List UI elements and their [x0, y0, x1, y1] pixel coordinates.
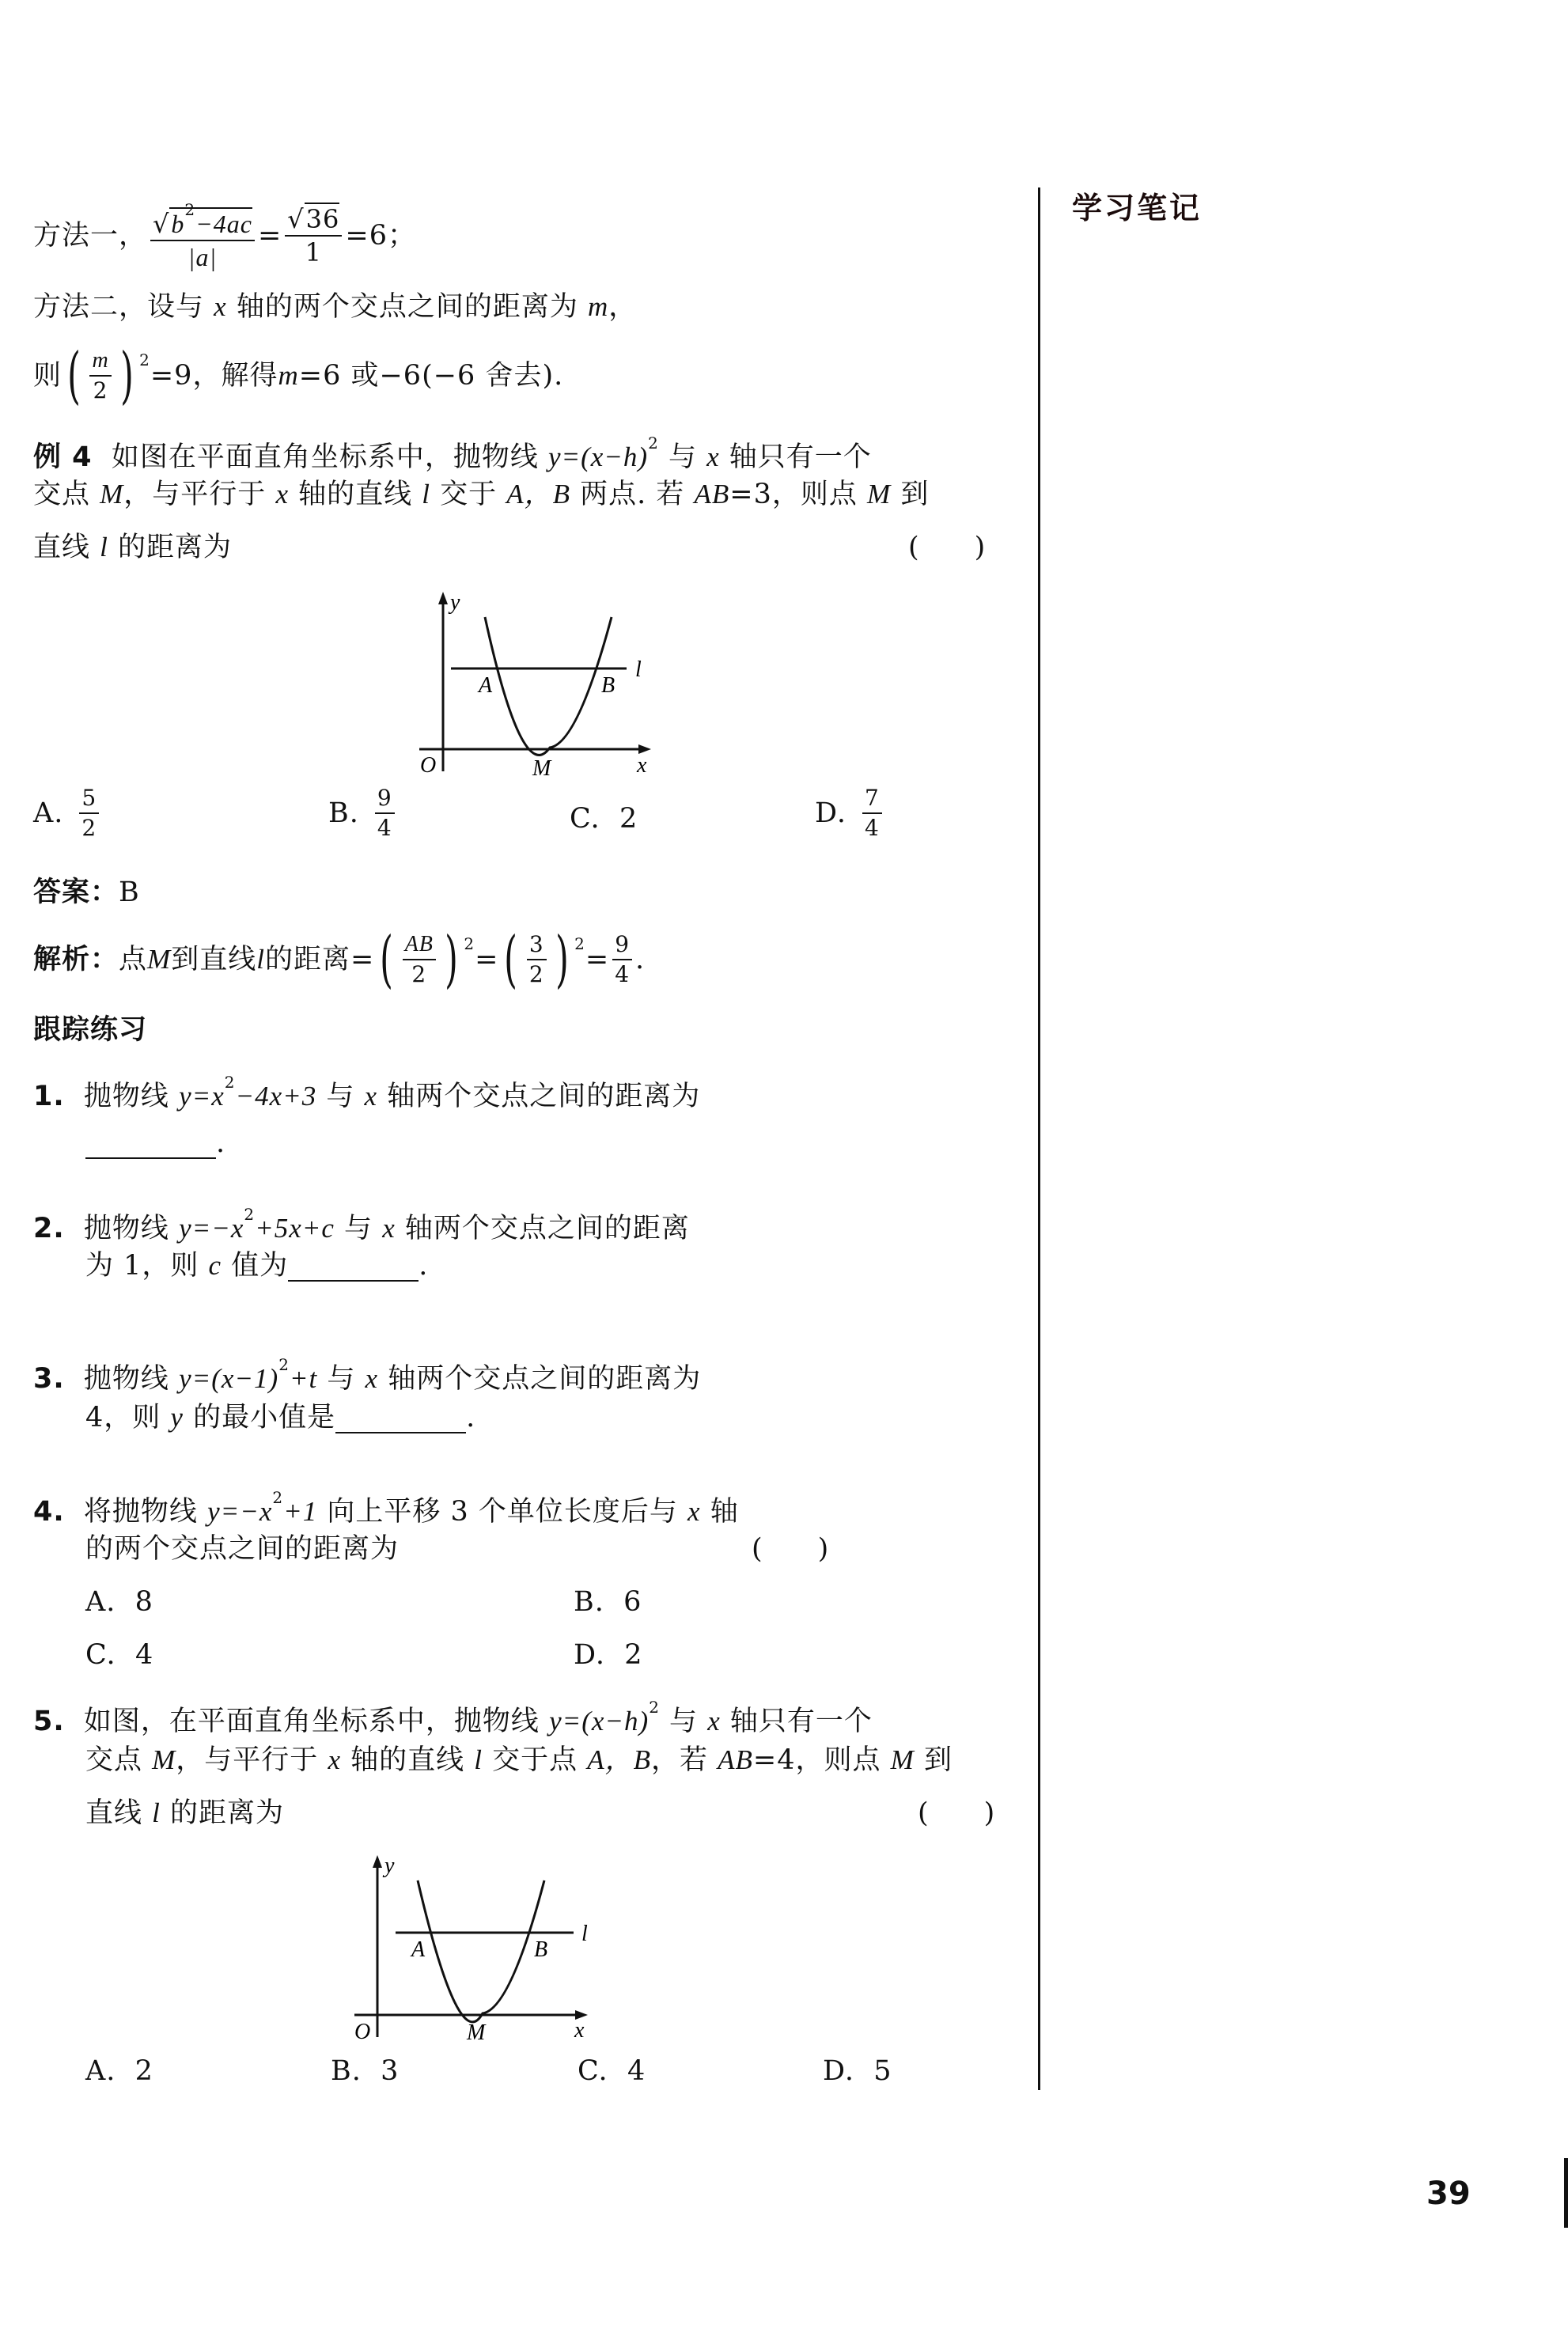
margin-divider [1038, 187, 1040, 2090]
item5-option-c: C. 4 [578, 2055, 646, 2087]
method1-fraction-1: $\frac{√b^2-4ac}{|a|}$ [150, 202, 255, 270]
practice-item-4-line-1: 4. 将抛物线 $y=-x^2+1$ 向上平移 3 个单位长度后与 x 轴 [33, 1488, 739, 1528]
answer-bracket-5: ( ) [918, 1797, 995, 1829]
practice-item-4-line-2: 的两个交点之间的距离为 [85, 1533, 400, 1565]
svg-text:M: M [532, 756, 551, 779]
practice-item-1-line-2: . [85, 1127, 225, 1159]
svg-text:B: B [601, 673, 615, 698]
y-axis-arrow-icon [438, 592, 448, 604]
answer-bracket-4: ( ) [752, 1533, 829, 1565]
solution-line: 解析： 点 M 到直线 l 的距离= ( $\frac{AB}{2}$ ) $^2$ = ( $\frac{3}{2}$ ) $^2$ = $\frac{9}{4}$ . [33, 923, 646, 995]
m-over-2-fraction: $\frac{m}{2}$ [89, 350, 111, 402]
practice-item-2-line-2: 为 1，则 c 值为 . [85, 1250, 429, 1282]
svg-text:A: A [479, 673, 493, 698]
practice-item-1-line-1: 1. 抛物线 $y=x^2-4x+3$ 与 x 轴两个交点之间的距离为 [33, 1073, 701, 1112]
study-notes-title: 学习笔记 [1072, 191, 1203, 225]
practice-item-3-line-1: 3. 抛物线 $y=(x-1)^2+t$ 与 x 轴两个交点之间的距离为 [33, 1355, 702, 1395]
item5-parabola-figure [340, 1847, 593, 2041]
svg-text:x: x [574, 2018, 585, 2041]
item4-option-c: C. 4 [85, 1639, 154, 1671]
item5-option-d: D. 5 [823, 2055, 892, 2087]
method1-prefix: 方法一， [33, 219, 148, 252]
sqrt-symbol: √ [287, 203, 305, 234]
item4-option-a: A. 8 [85, 1586, 153, 1618]
practice-item-5-line-1: 5. 如图，在平面直角坐标系中，抛物线 $y=(x-h)^2$ 与 x 轴只有一个 [33, 1698, 873, 1737]
y-axis-arrow-icon [373, 1855, 382, 1868]
answer-line: 答案：B [33, 877, 140, 908]
answer-blank-1[interactable] [85, 1130, 216, 1159]
practice-title: 跟踪练习 [33, 1014, 148, 1046]
item4-option-b: B. 6 [574, 1586, 642, 1618]
answer-bracket: ( ) [908, 532, 986, 563]
practice-item-3-line-2: 4，则 y 的最小值是 . [85, 1402, 476, 1433]
answer-blank-3[interactable] [335, 1405, 466, 1433]
practice-item-2-line-1: 2. 抛物线 $y=-x^2+5x+c$ 与 x 轴两个交点之间的距离 [33, 1205, 690, 1244]
svg-text:y: y [450, 590, 460, 615]
sqrt-symbol: √ [153, 208, 170, 239]
svg-text:l: l [581, 1922, 588, 1946]
svg-text:l: l [635, 657, 642, 682]
method2-line: 方法二，设与 x 轴的两个交点之间的距离为 m， [33, 291, 638, 323]
option-b: B. $\frac{9}{4}$ [328, 787, 398, 839]
item5-option-b: B. 3 [331, 2055, 400, 2087]
method2-line-2: 则 ( $\frac{m}{2}$ ) $^2$ =9，解得 m =6 或−6(−6 舍去). [33, 340, 564, 411]
example4-line-1: 例 4 如图在平面直角坐标系中，抛物线 $y=(x-h)^2$ 与 x 轴只有一个 [33, 434, 872, 473]
option-d: D. $\frac{7}{4}$ [815, 787, 885, 839]
method1-line: 方法一， $\frac{√b^2-4ac}{|a|}$ = $\frac{√36}{1}$ =6； [33, 199, 416, 271]
example4-line-2: 交点 M，与平行于 x 轴的直线 l 交于 A，B 两点. 若 AB=3，则点 M 到 [33, 479, 930, 510]
svg-text:A: A [411, 1937, 426, 1962]
example-label: 例 4 [33, 441, 93, 473]
method1-fraction-2: $\frac{√36}{1}$ [285, 206, 342, 265]
page-edge-marker [1564, 2158, 1568, 2228]
svg-text:M: M [467, 2020, 486, 2041]
answer-blank-2[interactable] [288, 1253, 419, 1282]
svg-text:y: y [384, 1854, 395, 1878]
practice-item-5-line-2: 交点 M，与平行于 x 轴的直线 l 交于点 A，B，若 AB=4，则点 M 到 [85, 1744, 953, 1776]
page-number: 39 [1426, 2176, 1471, 2212]
option-a: A. $\frac{5}{2}$ [33, 787, 102, 839]
example4-line-3: 直线 l 的距离为 [33, 532, 233, 563]
item5-option-a: A. 2 [85, 2055, 153, 2087]
option-c: C. 2 [570, 803, 638, 835]
svg-text:O: O [420, 753, 437, 778]
practice-item-5-line-3: 直线 l 的距离为 [85, 1797, 285, 1829]
example4-parabola-figure [400, 585, 653, 779]
item4-option-d: D. 2 [574, 1639, 643, 1671]
svg-text:O: O [354, 2020, 371, 2041]
svg-text:B: B [534, 1937, 548, 1962]
svg-text:x: x [637, 753, 647, 778]
